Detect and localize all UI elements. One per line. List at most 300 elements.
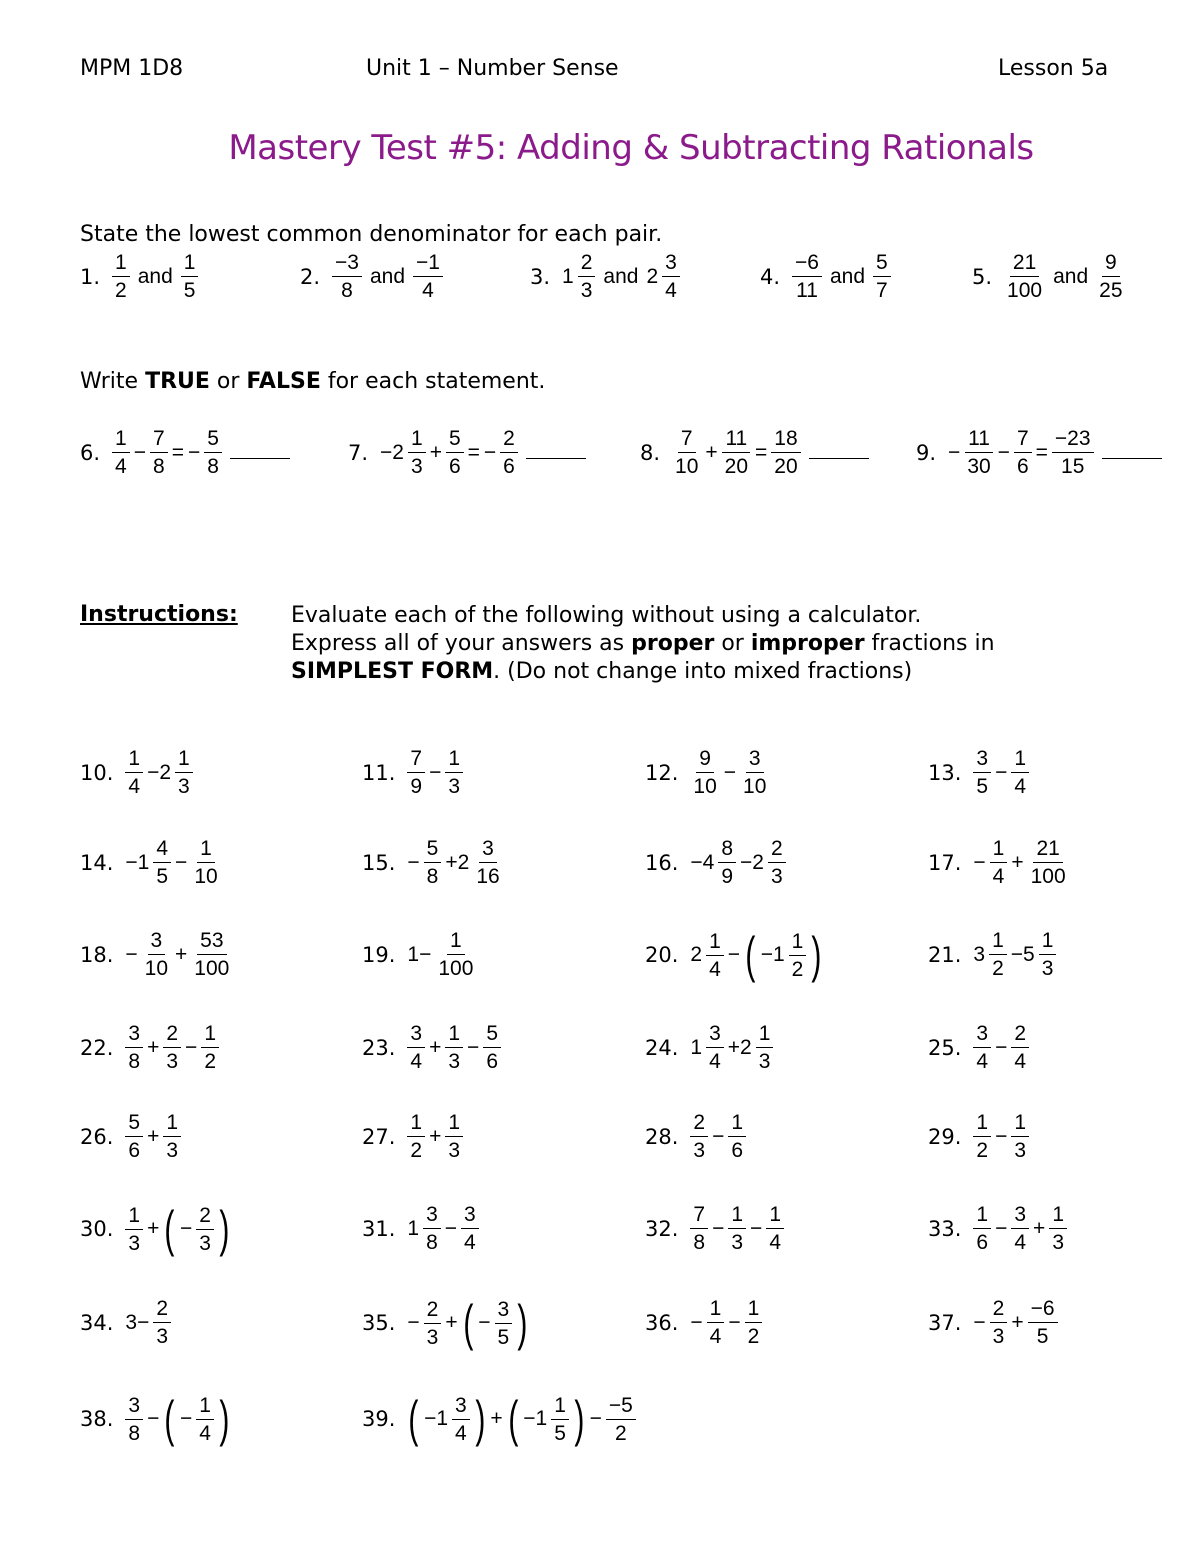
fraction — [789, 931, 807, 980]
fraction — [740, 748, 769, 797]
expression — [688, 1023, 775, 1072]
fraction — [423, 1204, 441, 1253]
denominator: 4 — [455, 1421, 467, 1445]
fraction — [973, 1112, 991, 1161]
denominator: 3 — [156, 1325, 169, 1348]
numerator: 1 — [445, 1023, 463, 1048]
problem-number: 15. — [362, 850, 396, 875]
fraction — [435, 930, 476, 979]
problem-number: 23. — [362, 1035, 396, 1060]
problem — [928, 930, 1058, 979]
numerator: 1 — [181, 252, 199, 277]
operator: 1 — [407, 1216, 420, 1240]
answer-blank — [526, 446, 586, 459]
operator: 1 — [690, 1035, 703, 1059]
problem — [80, 930, 234, 979]
fraction — [191, 838, 220, 887]
question-number: 7. — [348, 440, 369, 465]
numerator: −6 — [792, 252, 822, 277]
numerator: 1 — [756, 1023, 774, 1048]
operator: − — [133, 440, 146, 464]
operator: −5 — [1010, 942, 1035, 966]
denominator: 8 — [207, 455, 219, 478]
lcd-question — [972, 252, 1128, 301]
operator: −4 — [690, 850, 715, 874]
true-false-question — [916, 428, 1162, 477]
parenthesis: ( — [408, 1391, 419, 1447]
operator: − — [948, 440, 961, 464]
parenthesis: ) — [517, 1295, 528, 1351]
numerator: 1 — [163, 1112, 181, 1137]
fraction — [690, 1204, 708, 1253]
true-false-prompt — [80, 369, 545, 394]
question-number: 9. — [916, 440, 937, 465]
prompt-text: for each statement. — [320, 369, 546, 394]
numerator: 1 — [1011, 1112, 1029, 1137]
numerator: 1 — [445, 748, 463, 773]
numerator: 2 — [424, 1299, 442, 1324]
problem — [362, 748, 465, 797]
denominator: 3 — [758, 1050, 771, 1073]
problem — [928, 1112, 1031, 1161]
problem-number: 27. — [362, 1124, 396, 1149]
numerator: 1 — [990, 838, 1008, 863]
question-number: 4. — [760, 264, 781, 289]
problem — [362, 1112, 465, 1161]
expression — [971, 1204, 1069, 1253]
problem-number: 18. — [80, 942, 114, 967]
denominator: 3 — [199, 1231, 211, 1255]
fraction — [473, 838, 502, 887]
fraction — [112, 252, 130, 301]
problem — [645, 1023, 775, 1072]
fraction — [175, 748, 193, 797]
numerator: 3 — [1011, 1204, 1029, 1229]
fraction — [196, 1205, 214, 1254]
numerator: 1 — [1049, 1204, 1067, 1229]
expression — [971, 1112, 1031, 1161]
operator: + — [1011, 1310, 1024, 1334]
fraction — [445, 1112, 463, 1161]
numerator: 3 — [461, 1204, 479, 1229]
fraction — [407, 1023, 425, 1072]
denominator: 4 — [709, 1325, 722, 1348]
numerator: 3 — [125, 1023, 143, 1048]
operator: − — [973, 1310, 986, 1334]
numerator: 8 — [718, 838, 736, 863]
problem — [362, 838, 505, 887]
problem-number: 19. — [362, 942, 396, 967]
denominator: 10 — [144, 957, 169, 980]
answer-blank — [809, 446, 869, 459]
numerator: 1 — [1011, 748, 1029, 773]
fraction — [142, 930, 171, 979]
denominator: 4 — [1014, 1050, 1027, 1073]
denominator: 100 — [1007, 279, 1043, 302]
denominator: 4 — [422, 279, 434, 302]
denominator: 6 — [503, 455, 515, 478]
expression — [330, 252, 445, 301]
operator: + — [1011, 850, 1024, 874]
operator: + — [429, 1035, 442, 1059]
numerator: 21 — [1033, 838, 1062, 863]
numerator: 1 — [973, 1112, 991, 1137]
denominator: 2 — [614, 1421, 627, 1445]
operator: − — [750, 1216, 763, 1240]
operator: 3 — [973, 942, 986, 966]
denominator: 5 — [156, 865, 169, 888]
denominator: 4 — [665, 279, 677, 302]
denominator: 10 — [675, 455, 699, 478]
operator: 2 — [690, 943, 703, 966]
denominator: 10 — [693, 775, 717, 798]
denominator: 11 — [796, 279, 818, 302]
numerator: 5 — [424, 838, 442, 863]
true-false-question — [640, 428, 869, 477]
problem — [645, 1112, 748, 1161]
denominator: 5 — [1036, 1325, 1049, 1348]
denominator: 2 — [204, 1050, 216, 1073]
operator: = — [171, 440, 184, 464]
operator: − — [478, 1311, 491, 1334]
problem — [645, 1298, 764, 1347]
denominator: 3 — [166, 1139, 179, 1162]
numerator: 3 — [746, 748, 764, 773]
lcd-question — [80, 252, 200, 301]
denominator: 30 — [967, 455, 991, 478]
numerator: 3 — [706, 1023, 724, 1048]
question-number: 5. — [972, 264, 993, 289]
numerator: 1 — [728, 1204, 746, 1229]
numerator: 1 — [745, 1298, 763, 1323]
question-number: 8. — [640, 440, 661, 465]
denominator: 4 — [464, 1231, 476, 1254]
numerator: −23 — [1052, 428, 1094, 453]
expression — [405, 1295, 530, 1351]
question-number: 6. — [80, 440, 101, 465]
fraction — [1096, 252, 1125, 301]
expression — [378, 428, 586, 477]
operator: = — [755, 440, 768, 464]
numerator: 2 — [196, 1205, 214, 1230]
fraction — [672, 428, 701, 477]
numerator: 2 — [163, 1023, 181, 1048]
denominator: 8 — [128, 1421, 141, 1445]
numerator: 2 — [500, 428, 518, 453]
fraction — [125, 1395, 143, 1444]
denominator: 2 — [976, 1139, 989, 1162]
fraction — [990, 1298, 1008, 1347]
operator: −1 — [424, 1407, 449, 1430]
numerator: 1 — [707, 1298, 725, 1323]
prompt-text: or — [209, 369, 247, 394]
expression — [123, 1201, 232, 1257]
problem-number: 14. — [80, 850, 114, 875]
instructions-label: Instructions: — [80, 602, 238, 627]
operator: − — [467, 1035, 480, 1059]
numerator: 5 — [204, 428, 222, 453]
denominator: 2 — [115, 279, 127, 302]
fraction — [1011, 748, 1029, 797]
problem-number: 29. — [928, 1124, 962, 1149]
numerator: 1 — [447, 930, 465, 955]
expression — [688, 1112, 748, 1161]
instr-text: or — [714, 631, 751, 656]
expression — [405, 930, 478, 979]
instr-text: Express all of your answers as — [291, 631, 632, 656]
expression — [688, 927, 825, 983]
parenthesis: ) — [574, 1391, 585, 1447]
fraction — [1011, 1023, 1029, 1072]
denominator: 6 — [128, 1139, 141, 1162]
page-title: Mastery Test #5: Adding & Subtracting Rationals — [228, 128, 1034, 168]
denominator: 10 — [194, 865, 218, 888]
operator: − — [185, 1035, 198, 1059]
expression — [123, 1023, 221, 1072]
numerator: 7 — [1014, 428, 1032, 453]
parenthesis: ) — [475, 1391, 486, 1447]
lcd-question — [530, 252, 682, 301]
expression — [405, 1204, 480, 1253]
operator: − — [995, 1035, 1008, 1059]
denominator: 16 — [476, 865, 500, 888]
problem — [928, 1204, 1069, 1253]
denominator: 3 — [731, 1231, 744, 1254]
expression — [688, 1204, 786, 1253]
expression — [1002, 252, 1127, 301]
expression — [971, 838, 1070, 887]
fraction — [728, 1204, 746, 1253]
fraction — [792, 252, 822, 301]
expression — [560, 252, 682, 301]
expression — [790, 252, 893, 301]
fraction — [191, 930, 232, 979]
denominator: 2 — [992, 957, 1004, 980]
numerator: 4 — [153, 838, 171, 863]
problem — [928, 838, 1071, 887]
operator: 2 — [646, 264, 659, 288]
problem — [645, 748, 771, 797]
denominator: 7 — [876, 279, 888, 302]
fraction — [196, 1395, 214, 1444]
denominator: 20 — [724, 455, 749, 478]
fraction — [690, 748, 719, 797]
fraction — [1049, 1204, 1067, 1253]
problem-number: 30. — [80, 1217, 114, 1241]
parenthesis: ) — [811, 927, 822, 983]
instr-bold: improper — [750, 631, 865, 656]
expression — [405, 1023, 503, 1072]
lcd-question — [760, 252, 893, 301]
denominator: 3 — [448, 1050, 461, 1073]
question-number: 1. — [80, 264, 101, 289]
instr-bold: SIMPLEST FORM — [291, 659, 494, 684]
question-number: 2. — [300, 264, 321, 289]
numerator: 1 — [766, 1204, 784, 1229]
operator: + — [147, 1124, 160, 1148]
problem-number: 39. — [362, 1407, 396, 1431]
fraction — [873, 252, 891, 301]
fraction — [989, 930, 1007, 979]
denominator: 3 — [448, 775, 461, 798]
operator: 1− — [407, 942, 432, 966]
expression — [123, 748, 194, 797]
fraction — [407, 1112, 425, 1161]
expression — [971, 1298, 1059, 1347]
problem-number: 11. — [362, 760, 396, 785]
operator: − — [125, 942, 138, 966]
denominator: 15 — [1061, 455, 1085, 478]
fraction — [745, 1298, 763, 1347]
denominator: 9 — [721, 865, 734, 888]
fraction — [500, 428, 518, 477]
denominator: 20 — [774, 455, 798, 478]
numerator: 2 — [1011, 1023, 1029, 1048]
numerator: 1 — [196, 1395, 214, 1420]
denominator: 100 — [438, 957, 474, 980]
expression — [688, 1298, 764, 1347]
and-word: and — [370, 264, 406, 288]
expression — [123, 838, 222, 887]
operator: + — [705, 440, 718, 464]
and-word: and — [137, 264, 173, 288]
expression — [971, 930, 1058, 979]
expression — [123, 930, 234, 979]
numerator: −5 — [606, 1395, 636, 1420]
numerator: 1 — [201, 1023, 219, 1048]
fraction — [706, 931, 724, 980]
unit-title: Unit 1 – Number Sense — [366, 56, 619, 81]
fraction — [125, 1205, 143, 1254]
fraction — [125, 1023, 143, 1072]
problem-number: 37. — [928, 1310, 962, 1335]
denominator: 5 — [976, 775, 989, 798]
denominator: 5 — [497, 1325, 510, 1349]
numerator: 11 — [722, 428, 750, 453]
expression — [688, 748, 771, 797]
operator: − — [995, 1124, 1008, 1148]
fraction — [1004, 252, 1045, 301]
fraction — [445, 748, 463, 797]
fraction — [771, 428, 800, 477]
numerator: 1 — [973, 1204, 991, 1229]
denominator: 8 — [426, 1231, 438, 1254]
fraction — [181, 252, 199, 301]
operator: − — [180, 1407, 193, 1430]
course-code: MPM 1D8 — [80, 56, 184, 81]
operator: = — [1035, 440, 1048, 464]
denominator: 4 — [199, 1421, 211, 1445]
fraction — [662, 252, 680, 301]
fraction — [718, 838, 736, 887]
problem-number: 32. — [645, 1216, 679, 1241]
instructions-text — [291, 602, 995, 686]
numerator: −1 — [413, 252, 443, 277]
problem-number: 34. — [80, 1310, 114, 1335]
denominator: 2 — [747, 1325, 760, 1348]
fraction — [766, 1204, 784, 1253]
numerator: 1 — [706, 931, 724, 956]
expression — [405, 1391, 637, 1447]
denominator: 2 — [410, 1139, 423, 1162]
numerator: 5 — [125, 1112, 143, 1137]
operator: +2 — [445, 850, 470, 874]
fraction — [424, 1299, 442, 1348]
problem — [80, 1201, 233, 1257]
denominator: 4 — [709, 1050, 721, 1073]
problem — [80, 1298, 173, 1347]
problem — [80, 838, 223, 887]
expression — [123, 1112, 183, 1161]
numerator: 21 — [1010, 252, 1039, 277]
problem — [928, 1023, 1031, 1072]
denominator: 3 — [128, 1231, 141, 1255]
problem-number: 12. — [645, 760, 679, 785]
problem — [362, 1391, 638, 1447]
operator: + — [490, 1407, 503, 1430]
operator: − — [147, 1407, 160, 1430]
expression — [971, 1023, 1031, 1072]
denominator: 8 — [693, 1231, 706, 1254]
numerator: −6 — [1028, 1298, 1058, 1323]
denominator: 10 — [743, 775, 767, 798]
operator: − — [973, 850, 986, 874]
operator: + — [429, 1124, 442, 1148]
expression — [670, 428, 869, 477]
denominator: 5 — [183, 279, 196, 302]
problem-number: 38. — [80, 1407, 114, 1431]
fraction — [446, 428, 464, 477]
denominator: 6 — [976, 1231, 989, 1254]
problem-number: 21. — [928, 942, 962, 967]
numerator: 1 — [408, 428, 426, 453]
and-word: and — [603, 264, 639, 288]
parenthesis: ( — [164, 1391, 175, 1447]
operator: + — [445, 1311, 458, 1334]
problem — [362, 1295, 531, 1351]
numerator: 3 — [423, 1204, 441, 1229]
instr-text: . (Do not change into mixed fractions) — [493, 659, 913, 684]
fraction — [578, 252, 596, 301]
denominator: 8 — [426, 865, 439, 888]
instr-bold: proper — [631, 631, 715, 656]
expression — [405, 1112, 465, 1161]
fraction — [551, 1395, 569, 1444]
answer-blank — [230, 446, 290, 459]
denominator: 4 — [769, 1231, 781, 1254]
numerator: 3 — [495, 1299, 513, 1324]
denominator: 8 — [341, 279, 353, 302]
operator: − — [728, 1310, 741, 1334]
denominator: 4 — [410, 1050, 423, 1073]
expression — [405, 748, 465, 797]
operator: +2 — [727, 1035, 752, 1059]
operator: − — [995, 1216, 1008, 1240]
numerator: 1 — [989, 930, 1007, 955]
operator: + — [147, 1035, 160, 1059]
numerator: 1 — [445, 1112, 463, 1137]
problem — [362, 1204, 481, 1253]
denominator: 3 — [178, 775, 190, 798]
operator: −2 — [380, 440, 404, 464]
denominator: 6 — [486, 1050, 498, 1073]
operator: −2 — [740, 850, 764, 874]
fraction — [707, 1298, 725, 1347]
numerator: 2 — [990, 1298, 1008, 1323]
parenthesis: ( — [462, 1295, 473, 1351]
denominator: 6 — [1016, 455, 1029, 478]
problem-number: 36. — [645, 1310, 679, 1335]
